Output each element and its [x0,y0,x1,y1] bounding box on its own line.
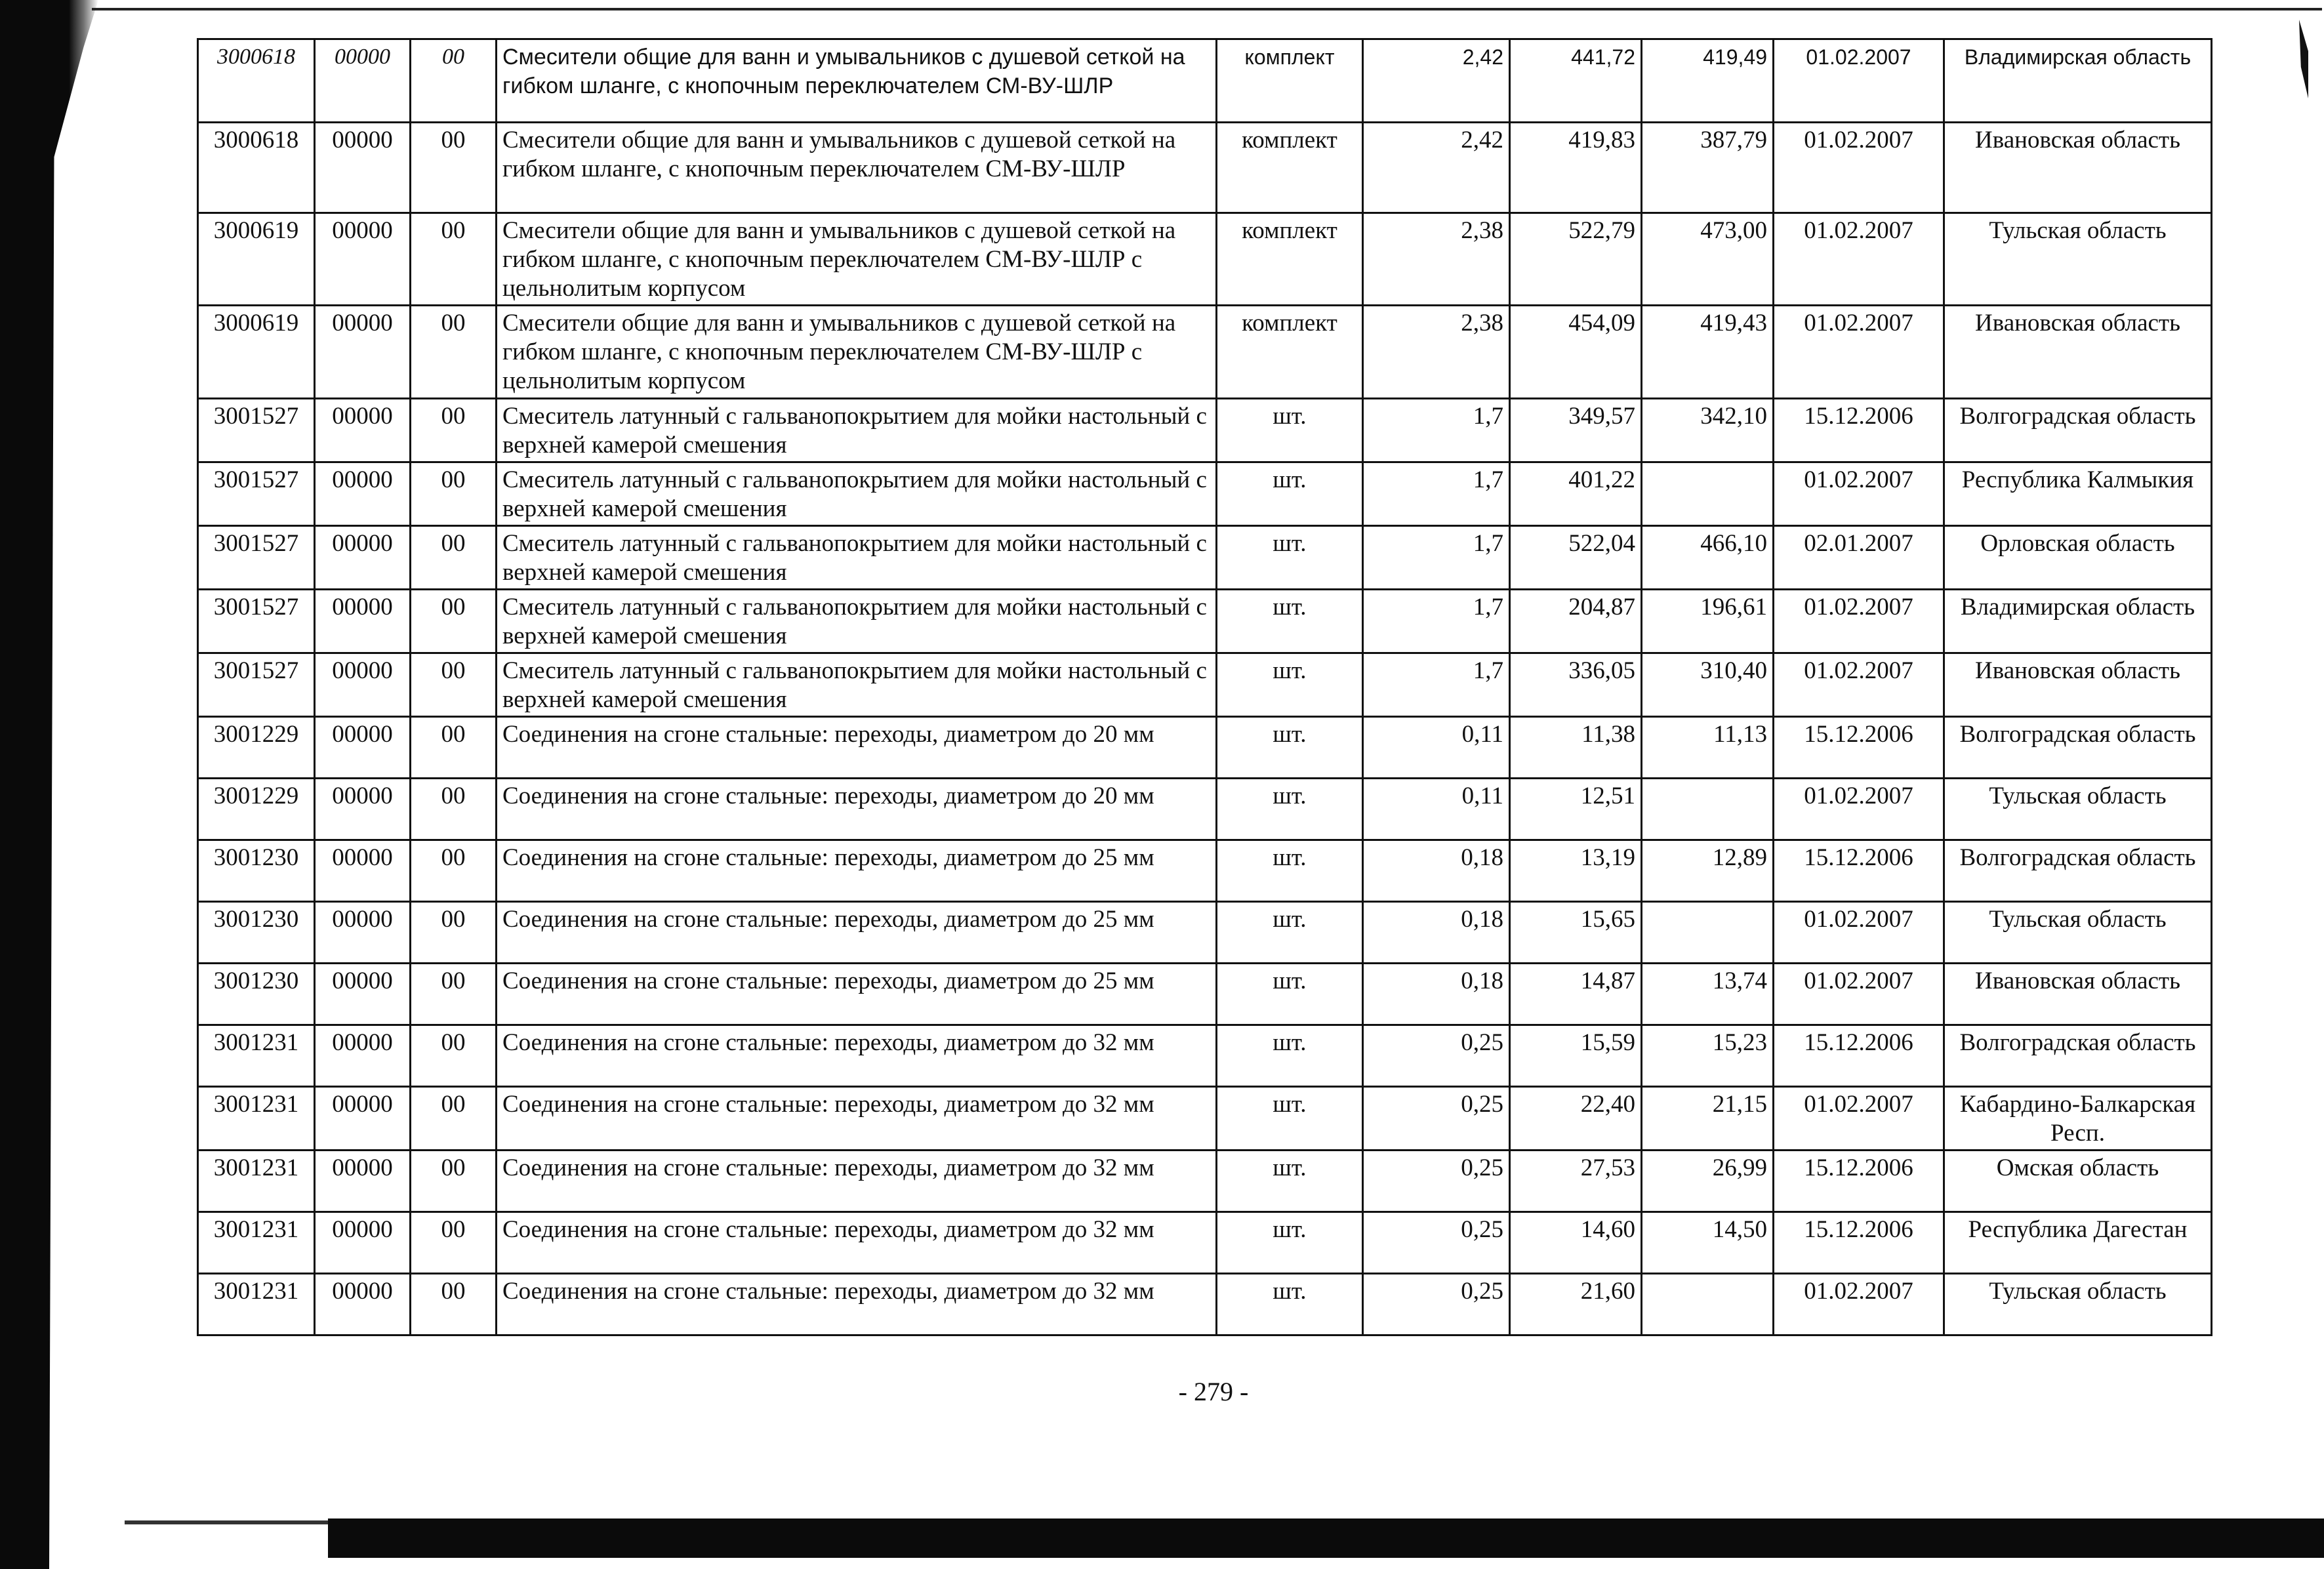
cell-number: 00 [411,462,497,526]
cell-name: Смеситель латунный с гальванопокрытием для мойки настольный с верхней камерой смешения [497,653,1217,717]
cell-date: 01.02.2007 [1774,213,1944,306]
cell-price-current: 22,40 [1510,1087,1642,1151]
cell-price-base: 196,61 [1642,590,1774,653]
cell-price-current: 14,60 [1510,1212,1642,1274]
cell-name: Смесители общие для ванн и умывальников с душевой сеткой на гибком шланге, с кнопочным переключателем СМ-ВУ-ШЛР с цельнолитым корпусом [497,306,1217,399]
cell-region: Ивановская область [1944,964,2212,1025]
cell-price-current: 11,38 [1510,717,1642,779]
cell-weight: 2,42 [1363,39,1510,123]
cell-region: Республика Калмыкия [1944,462,2212,526]
cell-subcode: 00000 [315,902,411,964]
table-row [198,39,2212,123]
cell-price-base [1642,902,1774,964]
cell-number: 00 [411,213,497,306]
table-row [198,213,2212,306]
cell-unit: шт. [1217,840,1363,902]
cell-date: 15.12.2006 [1774,399,1944,462]
table-row [198,306,2212,399]
cell-price-base: 342,10 [1642,399,1774,462]
cell-code: 3000618 [198,123,315,213]
cell-region: Республика Дагестан [1944,1212,2212,1274]
cell-subcode: 00000 [315,1025,411,1087]
cell-name: Смеситель латунный с гальванопокрытием для мойки настольный с верхней камерой смешения [497,462,1217,526]
cell-weight: 1,7 [1363,653,1510,717]
cell-code: 3001230 [198,840,315,902]
cell-price-current: 13,19 [1510,840,1642,902]
table-row [198,123,2212,213]
cell-subcode: 00000 [315,399,411,462]
cell-code: 3000618 [198,39,315,123]
price-table [197,38,2212,1336]
cell-name: Смесители общие для ванн и умывальников с душевой сеткой на гибком шланге, с кнопочным переключателем СМ-ВУ-ШЛР с цельнолитым корпусом [497,213,1217,306]
cell-date: 01.02.2007 [1774,1087,1944,1151]
cell-price-current: 27,53 [1510,1151,1642,1212]
cell-unit: шт. [1217,1087,1363,1151]
cell-weight: 0,25 [1363,1087,1510,1151]
cell-number: 00 [411,1151,497,1212]
cell-weight: 1,7 [1363,462,1510,526]
cell-weight: 0,25 [1363,1212,1510,1274]
cell-date: 01.02.2007 [1774,653,1944,717]
cell-region: Волгоградская область [1944,399,2212,462]
cell-number: 00 [411,590,497,653]
scan-bottom-bar [328,1518,2324,1558]
table-row [198,1151,2212,1212]
cell-weight: 0,18 [1363,902,1510,964]
cell-price-base: 14,50 [1642,1212,1774,1274]
cell-number: 00 [411,399,497,462]
page-number: - 279 - [1178,1377,1249,1406]
cell-region: Волгоградская область [1944,1025,2212,1087]
cell-code: 3001527 [198,462,315,526]
cell-code: 3001527 [198,399,315,462]
cell-code: 3001231 [198,1087,315,1151]
cell-region: Тульская область [1944,902,2212,964]
cell-price-current: 419,83 [1510,123,1642,213]
cell-price-current: 204,87 [1510,590,1642,653]
table-row [198,779,2212,840]
cell-weight: 1,7 [1363,526,1510,590]
cell-subcode: 00000 [315,1274,411,1335]
cell-price-current: 522,04 [1510,526,1642,590]
table-row [198,902,2212,964]
cell-name: Соединения на сгоне стальные: переходы, диаметром до 32 мм [497,1151,1217,1212]
cell-date: 15.12.2006 [1774,1151,1944,1212]
cell-name: Соединения на сгоне стальные: переходы, диаметром до 32 мм [497,1087,1217,1151]
cell-region: Тульская область [1944,213,2212,306]
cell-price-base [1642,462,1774,526]
cell-price-current: 441,72 [1510,39,1642,123]
cell-number: 00 [411,840,497,902]
cell-subcode: 00000 [315,717,411,779]
cell-date: 01.02.2007 [1774,462,1944,526]
scan-top-line [92,8,2322,10]
cell-unit: шт. [1217,717,1363,779]
cell-name: Соединения на сгоне стальные: переходы, диаметром до 32 мм [497,1212,1217,1274]
cell-price-current: 349,57 [1510,399,1642,462]
cell-unit: комплект [1217,306,1363,399]
cell-code: 3001231 [198,1025,315,1087]
cell-subcode: 00000 [315,964,411,1025]
cell-name: Соединения на сгоне стальные: переходы, диаметром до 20 мм [497,717,1217,779]
cell-number: 00 [411,717,497,779]
cell-unit: шт. [1217,1025,1363,1087]
cell-date: 01.02.2007 [1774,964,1944,1025]
table-body [198,39,2212,1335]
cell-price-base: 15,23 [1642,1025,1774,1087]
cell-weight: 1,7 [1363,399,1510,462]
cell-price-current: 15,59 [1510,1025,1642,1087]
cell-name: Смеситель латунный с гальванопокрытием для мойки настольный с верхней камерой смешения [497,399,1217,462]
cell-unit: шт. [1217,590,1363,653]
cell-name: Соединения на сгоне стальные: переходы, диаметром до 25 мм [497,964,1217,1025]
cell-number: 00 [411,39,497,123]
cell-code: 3001527 [198,526,315,590]
cell-subcode: 00000 [315,653,411,717]
cell-date: 15.12.2006 [1774,717,1944,779]
cell-date: 15.12.2006 [1774,1025,1944,1087]
cell-weight: 0,18 [1363,840,1510,902]
cell-region: Владимирская область [1944,39,2212,123]
cell-subcode: 00000 [315,306,411,399]
cell-unit: комплект [1217,123,1363,213]
cell-code: 3000619 [198,213,315,306]
cell-price-current: 401,22 [1510,462,1642,526]
cell-code: 3001231 [198,1274,315,1335]
table-row [198,1087,2212,1151]
cell-number: 00 [411,123,497,213]
cell-date: 01.02.2007 [1774,1274,1944,1335]
cell-name: Соединения на сгоне стальные: переходы, диаметром до 20 мм [497,779,1217,840]
cell-number: 00 [411,1025,497,1087]
cell-code: 3001230 [198,902,315,964]
cell-number: 00 [411,779,497,840]
cell-unit: комплект [1217,39,1363,123]
cell-price-base: 12,89 [1642,840,1774,902]
cell-price-base: 11,13 [1642,717,1774,779]
cell-unit: шт. [1217,526,1363,590]
table-row [198,717,2212,779]
cell-unit: шт. [1217,779,1363,840]
cell-date: 01.02.2007 [1774,306,1944,399]
cell-unit: шт. [1217,1274,1363,1335]
cell-price-base: 419,43 [1642,306,1774,399]
table-row [198,462,2212,526]
cell-code: 3001229 [198,779,315,840]
cell-price-current: 12,51 [1510,779,1642,840]
cell-date: 01.02.2007 [1774,590,1944,653]
cell-price-current: 14,87 [1510,964,1642,1025]
cell-subcode: 00000 [315,39,411,123]
cell-subcode: 00000 [315,123,411,213]
cell-subcode: 00000 [315,840,411,902]
cell-unit: шт. [1217,1151,1363,1212]
cell-region: Ивановская область [1944,306,2212,399]
cell-date: 01.02.2007 [1774,902,1944,964]
cell-code: 3000619 [198,306,315,399]
cell-date: 15.12.2006 [1774,840,1944,902]
table-row [198,1212,2212,1274]
cell-number: 00 [411,902,497,964]
cell-unit: шт. [1217,902,1363,964]
cell-subcode: 00000 [315,213,411,306]
scan-left-edge [0,0,98,1569]
cell-region: Ивановская область [1944,653,2212,717]
cell-region: Ивановская область [1944,123,2212,213]
cell-region: Орловская область [1944,526,2212,590]
cell-weight: 0,11 [1363,717,1510,779]
cell-name: Смесители общие для ванн и умывальников с душевой сеткой на гибком шланге, с кнопочным переключателем СМ-ВУ-ШЛР [497,123,1217,213]
cell-code: 3001229 [198,717,315,779]
cell-region: Кабардино-Балкарская Респ. [1944,1087,2212,1151]
cell-subcode: 00000 [315,1151,411,1212]
table-row [198,964,2212,1025]
cell-weight: 2,38 [1363,306,1510,399]
cell-date: 02.01.2007 [1774,526,1944,590]
table-row [198,1025,2212,1087]
cell-subcode: 00000 [315,590,411,653]
cell-price-base: 13,74 [1642,964,1774,1025]
cell-price-current: 522,79 [1510,213,1642,306]
cell-number: 00 [411,1212,497,1274]
cell-unit: шт. [1217,462,1363,526]
cell-code: 3001527 [198,590,315,653]
cell-weight: 0,25 [1363,1151,1510,1212]
cell-number: 00 [411,964,497,1025]
cell-subcode: 00000 [315,1087,411,1151]
cell-price-base: 473,00 [1642,213,1774,306]
cell-weight: 0,11 [1363,779,1510,840]
table-row [198,590,2212,653]
cell-code: 3001230 [198,964,315,1025]
scan-bottom-thin [125,1520,335,1524]
cell-unit: шт. [1217,653,1363,717]
cell-region: Омская область [1944,1151,2212,1212]
cell-price-base: 466,10 [1642,526,1774,590]
cell-unit: комплект [1217,213,1363,306]
cell-subcode: 00000 [315,462,411,526]
cell-price-base: 419,49 [1642,39,1774,123]
cell-price-current: 21,60 [1510,1274,1642,1335]
cell-region: Тульская область [1944,1274,2212,1335]
cell-unit: шт. [1217,1212,1363,1274]
table-row [198,526,2212,590]
cell-price-current: 15,65 [1510,902,1642,964]
cell-weight: 2,42 [1363,123,1510,213]
cell-weight: 0,25 [1363,1025,1510,1087]
cell-name: Соединения на сгоне стальные: переходы, диаметром до 32 мм [497,1025,1217,1087]
table-row [198,1274,2212,1335]
cell-unit: шт. [1217,964,1363,1025]
cell-region: Волгоградская область [1944,717,2212,779]
cell-code: 3001231 [198,1151,315,1212]
cell-number: 00 [411,526,497,590]
table-row [198,653,2212,717]
cell-weight: 1,7 [1363,590,1510,653]
cell-name: Смесители общие для ванн и умывальников с душевой сеткой на гибком шланге, с кнопочным переключателем СМ-ВУ-ШЛР [497,39,1217,123]
cell-price-base [1642,779,1774,840]
cell-price-base: 26,99 [1642,1151,1774,1212]
cell-name: Смеситель латунный с гальванопокрытием для мойки настольный с верхней камерой смешения [497,590,1217,653]
cell-price-current: 336,05 [1510,653,1642,717]
cell-unit: шт. [1217,399,1363,462]
cell-subcode: 00000 [315,779,411,840]
cell-subcode: 00000 [315,1212,411,1274]
cell-number: 00 [411,306,497,399]
cell-name: Смеситель латунный с гальванопокрытием для мойки настольный с верхней камерой смешения [497,526,1217,590]
cell-code: 3001527 [198,653,315,717]
cell-number: 00 [411,1087,497,1151]
cell-code: 3001231 [198,1212,315,1274]
cell-date: 01.02.2007 [1774,39,1944,123]
cell-region: Волгоградская область [1944,840,2212,902]
cell-price-base: 310,40 [1642,653,1774,717]
cell-date: 01.02.2007 [1774,123,1944,213]
table-row [198,840,2212,902]
cell-date: 01.02.2007 [1774,779,1944,840]
cell-region: Тульская область [1944,779,2212,840]
cell-subcode: 00000 [315,526,411,590]
cell-price-base: 21,15 [1642,1087,1774,1151]
table-row [198,399,2212,462]
cell-weight: 0,25 [1363,1274,1510,1335]
cell-number: 00 [411,653,497,717]
cell-weight: 0,18 [1363,964,1510,1025]
cell-price-current: 454,09 [1510,306,1642,399]
cell-name: Соединения на сгоне стальные: переходы, диаметром до 25 мм [497,840,1217,902]
cell-region: Владимирская область [1944,590,2212,653]
scan-right-mark [2299,20,2308,98]
cell-name: Соединения на сгоне стальные: переходы, диаметром до 25 мм [497,902,1217,964]
cell-price-base: 387,79 [1642,123,1774,213]
cell-price-base [1642,1274,1774,1335]
cell-name: Соединения на сгоне стальные: переходы, диаметром до 32 мм [497,1274,1217,1335]
cell-date: 15.12.2006 [1774,1212,1944,1274]
cell-weight: 2,38 [1363,213,1510,306]
cell-number: 00 [411,1274,497,1335]
